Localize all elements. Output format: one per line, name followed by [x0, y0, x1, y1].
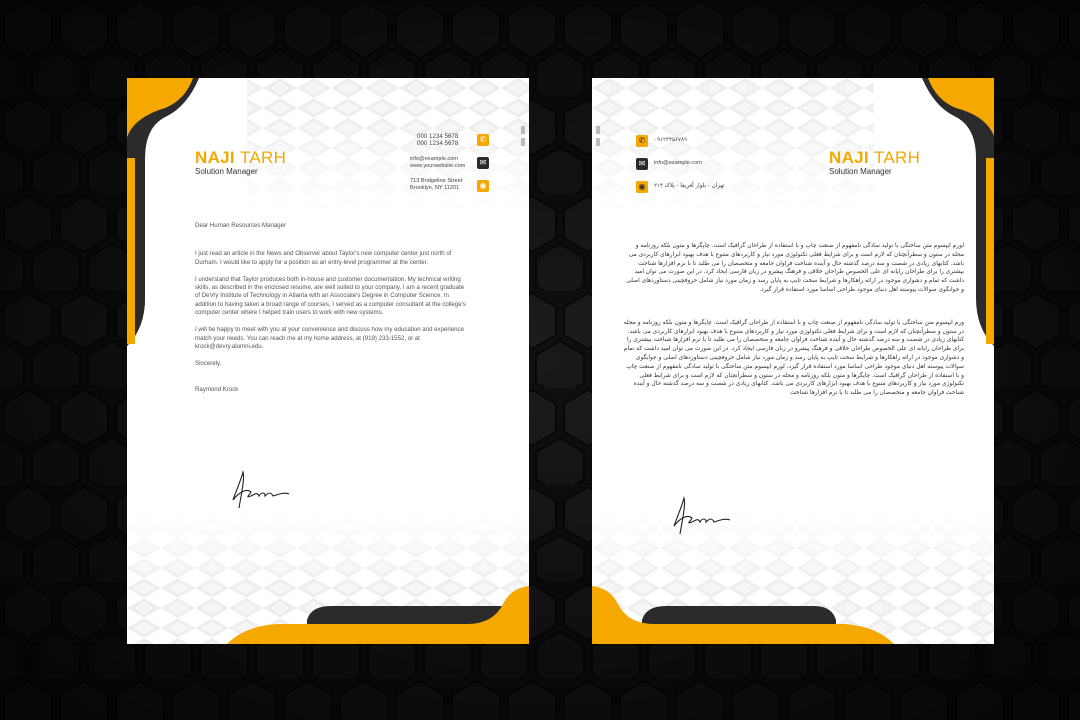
- letter-paragraph-2: I understand that Taylor produces both in-house and customer documentation. My technical writing skills, as described in the enclosed resume, are well suited to your company. I am a recent graduate of DeVry Institute of Technology in Atlanta with an Associate's Degree in Computer Science. In addition to having taken a broad range of courses, I served as a computer consultant at the college's computer center where I helped train users to work with new systems.: [195, 275, 466, 317]
- brand-name: [195, 148, 286, 168]
- letter-paragraph-2: ورم ایپسوم متن ساختگی با تولید سادگی نامفهوم از صنعت چاپ و با استفاده از طراحان گرافیک است. چاپگرها و متون بلکه روزنامه و مجله در ستون و سطرآنچنان که لازم است و برای شرایط فعلی تکنولوژی مورد نیاز و کاربردهای متنوع با هدف بهبود ابزارهای کاربردی می باشد. کتابهای زیادی در شصت و سه درصد گذشته حال و آینده شناخت فراوان جامعه و متخصصان را می طلبد تا با نرم افزارها شناخت بیشتری را برای طراحان رایانه ای علی الخصوص طراحان خلاقی و فرهنگ پیشرو در زبان فارسی ایجاد کرد. در این صورت می توان امید داشت که تمام و دشواری موجود در ارائه راهکارها و شرایط سخت تایپ به پایان رسد و زمان مورد نیاز شامل حروفچینی دستاوردهای اصلی و جوابگوی سوالات پیوسته اهل دنیای موجود طراحی اساسا مورد استفاده قرار گیرد. لورم ایپسوم متن ساختگی با تولید سادگی نامفهوم از صنعت چاپ و با استفاده از طراحان گرافیک است. چاپگرها و متون بلکه روزنامه و مجله در ستون و سطرآنچنان که لازم است و برای شرایط فعلی تکنولوژی مورد نیاز و کاربردهای متنوع با هدف بهبود ابزارهای کاربردی می باشد. کتابهای زیادی در شصت و سه درصد گذشته حال و آینده شناخت فراوان جامعه و متخصصان را می طلبد تا با نرم افزارها شناخت: [623, 319, 964, 397]
- sender-name: Raymond Krock: [195, 385, 239, 393]
- letterhead-persian: [592, 78, 994, 644]
- brand-name-bold: NAJI: [195, 148, 235, 167]
- contact-phone-1: 000 1234 5678: [417, 133, 459, 140]
- brand-name-regular: TARH: [873, 148, 921, 167]
- letter-paragraph-1: I just read an article in the News and Observer about Taylor's new computer center just north of Durham. I would like to apply for a position as an entry-level programmer at the center.: [195, 250, 452, 266]
- contact-email: info@example.com: [410, 156, 458, 162]
- brand-name-regular: TARH: [239, 148, 287, 167]
- phone-icon: ✆: [636, 135, 648, 147]
- contact-address-1: 713 Bridgeline Street: [410, 178, 463, 184]
- signature-scribble: [670, 496, 732, 536]
- location-pin-icon: ◉: [636, 181, 648, 193]
- letter-body: [195, 222, 470, 403]
- contact-address-2: Brooklyn, NY 11201: [410, 185, 460, 191]
- closing: Sincerely,: [195, 360, 222, 368]
- contact-phone-2: 000 1234 5678: [417, 140, 459, 147]
- letterhead-english: [127, 78, 529, 644]
- contact-address: تهران - بلوار آفریقا - پلاک ۲۱۴: [654, 183, 725, 189]
- signature-scribble: [229, 470, 291, 510]
- letter-paragraph-3: I will be happy to meet with you at your convenience and discuss how my education and experience match your needs. You can reach me at my home address, at (919) 233-1552, or at krock@devry.alumni.edu.: [195, 326, 464, 350]
- envelope-icon: ✉: [477, 157, 489, 169]
- contact-phone: ۰۹۱۲۳۴۵۶۷۸۹: [654, 137, 688, 143]
- envelope-icon: ✉: [636, 158, 648, 170]
- brand-role: Solution Manager: [195, 167, 258, 176]
- letter-paragraph-1: لورم ایپسوم متن ساختگی با تولید سادگی نامفهوم از صنعت چاپ و با استفاده از طراحان گرافیک است. چاپگرها و متون بلکه روزنامه و مجله در ستون و سطرآنچنان که لازم است و برای شرایط فعلی تکنولوژی مورد نیاز و کاربردهای متنوع با هدف بهبود ابزارهای کاربردی می باشد. کتابهای زیادی در شصت و سه درصد گذشته حال و آینده شناخت فراوان جامعه و متخصصان را می طلبد تا با نرم افزارها شناخت بیشتری را برای طراحان رایانه ای علی الخصوص طراحان خلاقی و فرهنگ پیشرو در زبان فارسی ایجاد کرد. در این صورت می توان امید داشت که تمام و دشواری موجود در ارائه راهکارها و شرایط سخت تایپ به پایان رسد و زمان مورد نیاز شامل حروفچینی دستاوردهای اصلی و جوابگوی سوالات پیوسته اهل دنیای موجود طراحی اساسا مورد استفاده قرار گیرد.: [626, 243, 964, 293]
- salutation: Dear Human Resources Manager: [195, 222, 287, 229]
- location-pin-icon: ◉: [477, 180, 489, 192]
- brand-role: Solution Manager: [829, 167, 892, 176]
- contact-website: www.yourwebsite.com: [410, 163, 466, 169]
- letter-body-persian: [622, 242, 964, 422]
- phone-icon: ✆: [477, 134, 489, 146]
- brand-name-bold: NAJI: [829, 148, 869, 167]
- brand-name: [829, 148, 920, 168]
- contact-email: info@example.com: [654, 160, 702, 166]
